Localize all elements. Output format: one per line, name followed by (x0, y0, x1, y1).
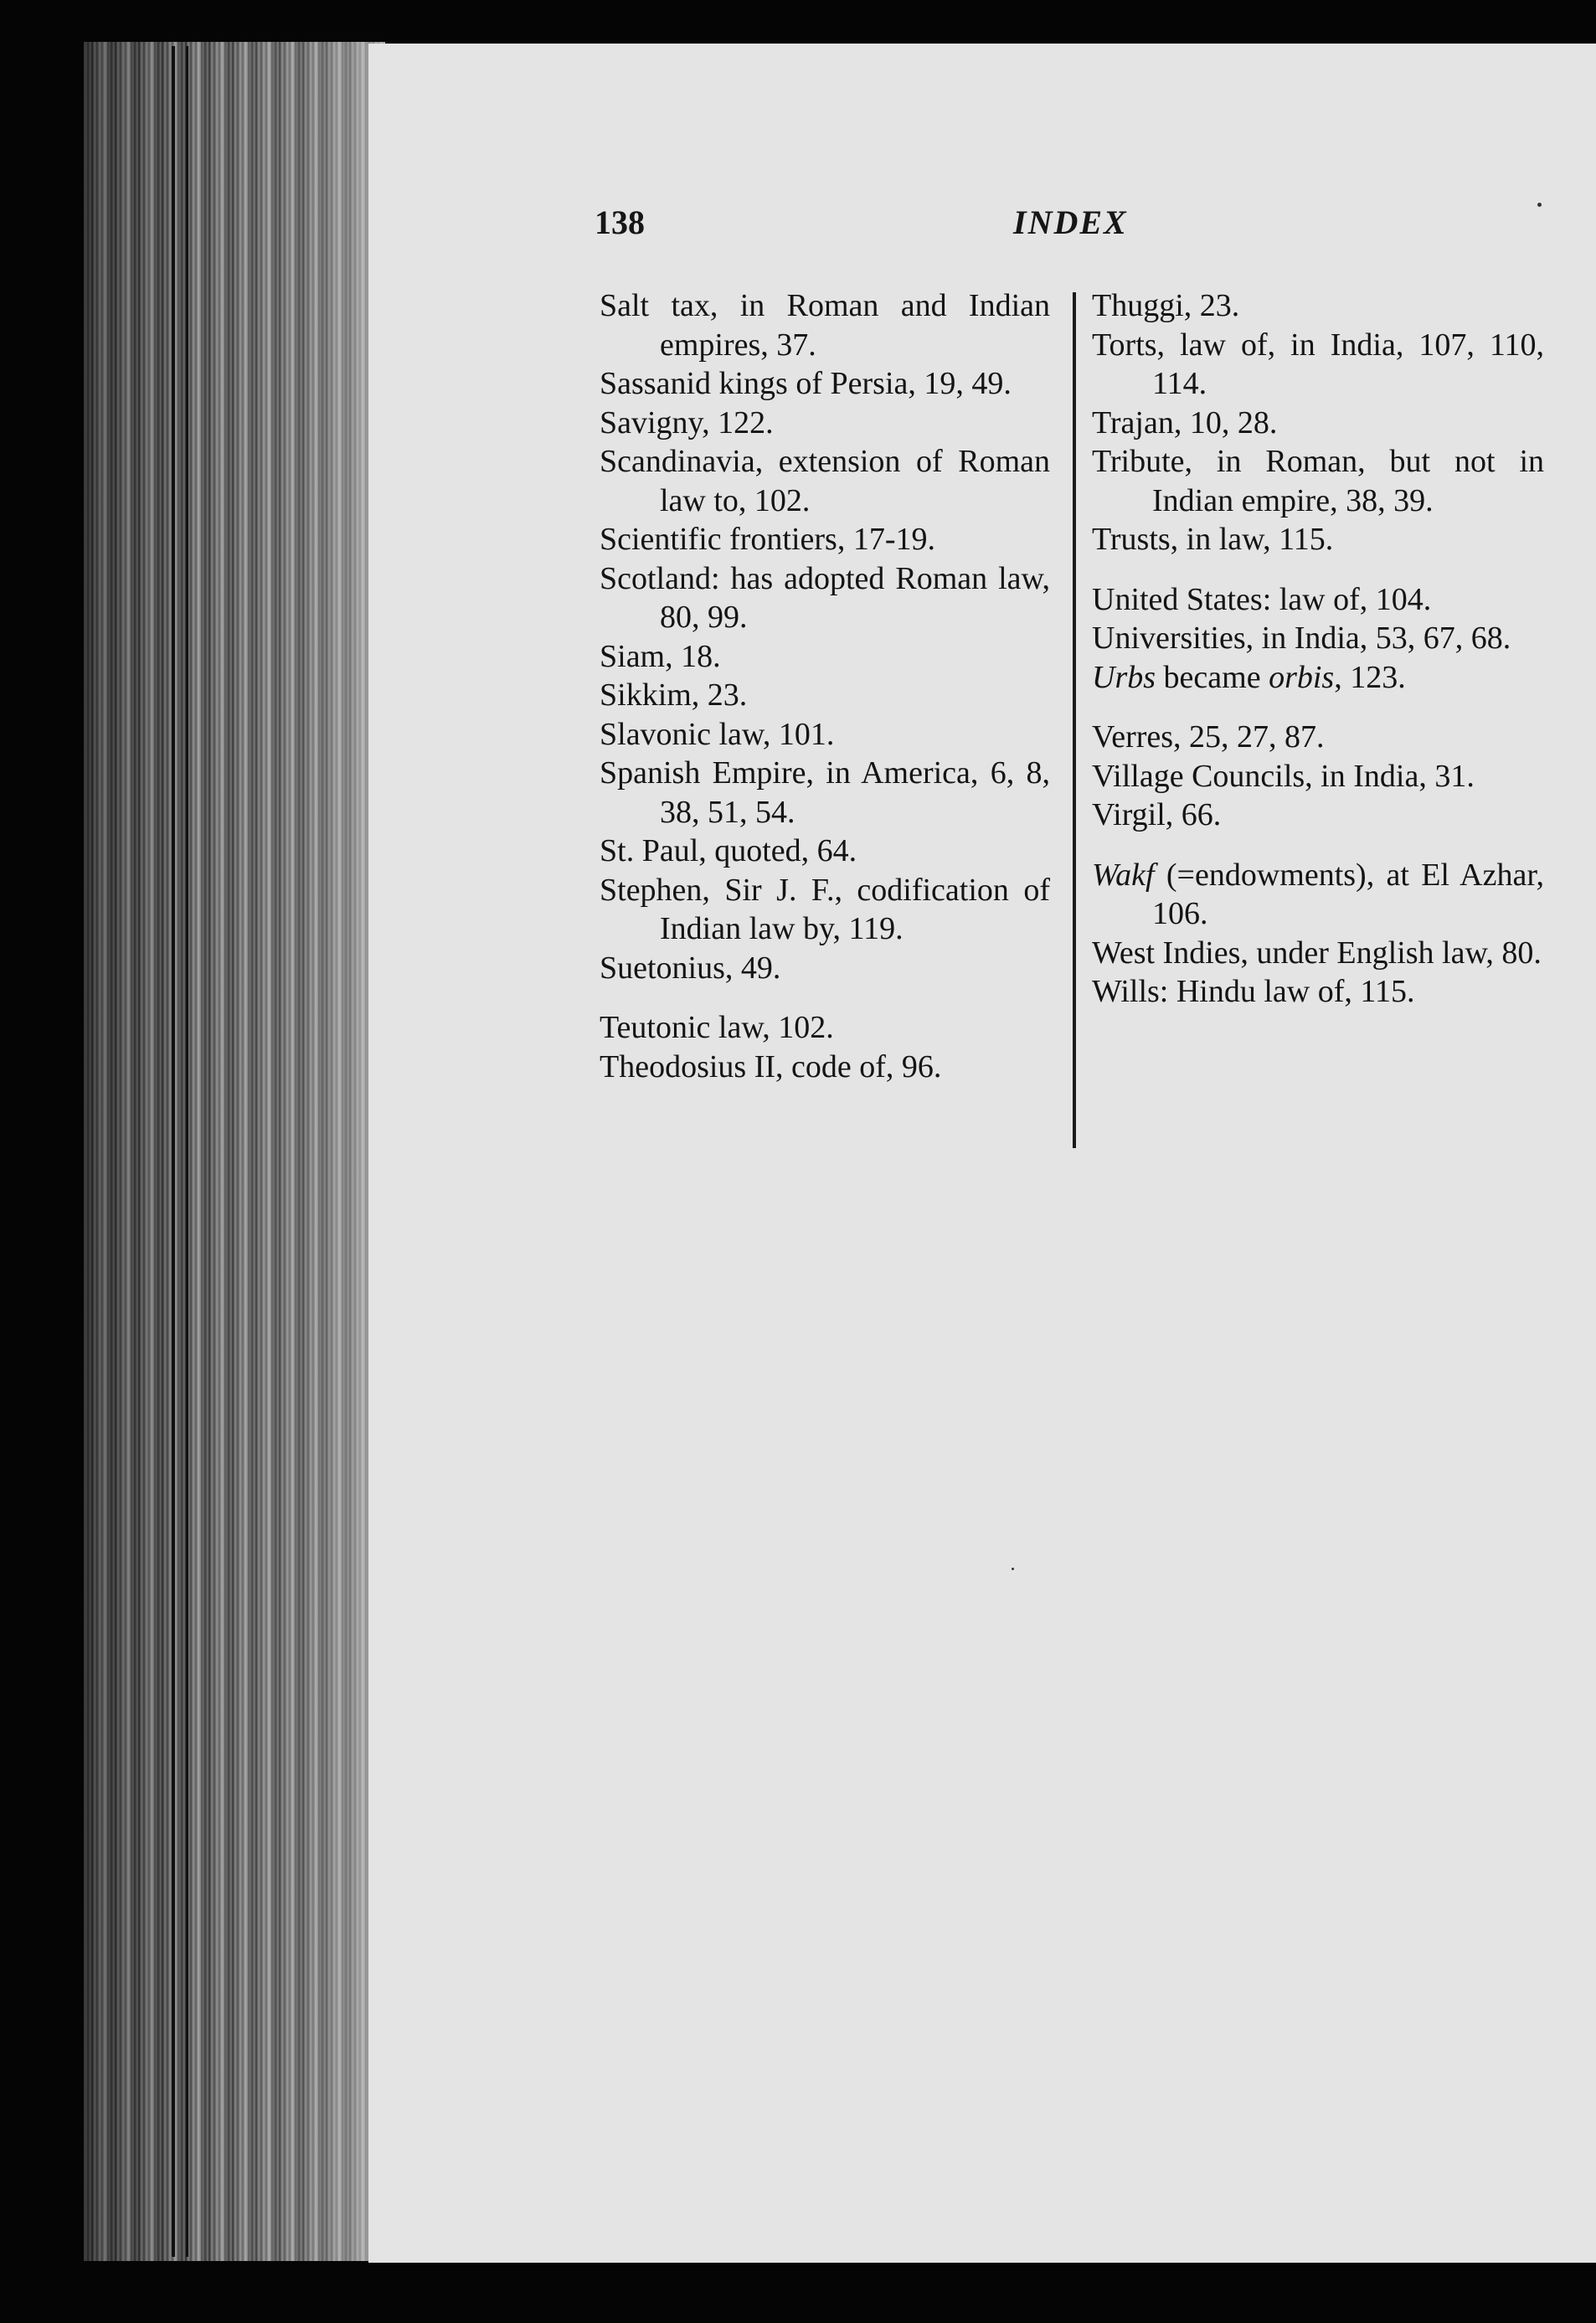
index-entry: Scotland: has adopted Roman law, 80, 99. (600, 560, 1050, 635)
index-entry: Village Councils, in India, 31. (1092, 758, 1475, 794)
index-entry: Verres, 25, 27, 87. (1092, 719, 1325, 755)
italic-term: Urbs (1092, 659, 1156, 695)
index-entry: Teutonic law, 102. (600, 1010, 834, 1045)
page-number: 138 (595, 203, 645, 241)
entry-text: , 123. (1334, 659, 1406, 695)
index-entry: United States: law of, 104. (1092, 581, 1432, 617)
italic-term: orbis (1269, 659, 1335, 695)
index-entry: Torts, law of, in India, 107, 110, 114. (1092, 327, 1544, 401)
entry-text: became (1156, 659, 1269, 695)
index-entry: Savigny, 122. (600, 404, 774, 440)
running-title: INDEX (1013, 203, 1128, 241)
print-speck (1537, 203, 1542, 207)
index-entry: Siam, 18. (600, 638, 721, 674)
index-column-right (1092, 286, 1544, 1012)
book-page-edges (84, 42, 385, 2261)
index-entry: Salt tax, in Roman and Indian empires, 37. (600, 288, 1050, 363)
index-entry: Thuggi, 23. (1092, 288, 1240, 323)
index-column-left (600, 286, 1050, 1086)
italic-term: Wakf (1092, 857, 1155, 893)
index-entry: Scientific frontiers, 17-19. (600, 522, 936, 557)
index-entry: Suetonius, 49. (600, 950, 781, 986)
index-entry (1092, 856, 1544, 934)
index-entry: Virgil, 66. (1092, 797, 1222, 832)
page-header (595, 203, 1490, 253)
index-entry: Universities, in India, 53, 67, 68. (1092, 621, 1511, 656)
index-entry: Tribute, in Roman, but not in Indian empire, 38, 39. (1092, 444, 1544, 518)
column-divider (1073, 292, 1076, 1148)
index-entry (1092, 658, 1544, 698)
print-speck (1012, 1568, 1014, 1570)
index-entry: St. Paul, quoted, 64. (600, 833, 857, 868)
index-entry: Trajan, 10, 28. (1092, 404, 1278, 440)
index-entry: Spanish Empire, in America, 6, 8, 38, 51, 54. (600, 755, 1050, 830)
index-entry: Trusts, in law, 115. (1092, 522, 1334, 557)
book-page (368, 44, 1596, 2263)
edge-shadow-line (172, 46, 175, 2257)
index-entry: Theodosius II, code of, 96. (600, 1048, 942, 1084)
index-entry: Wills: Hindu law of, 115. (1092, 974, 1415, 1009)
edge-shadow-line (186, 46, 188, 2257)
index-entry: Stephen, Sir J. F., codification of Indian law by, 119. (600, 872, 1050, 946)
index-entry: Sikkim, 23. (600, 677, 748, 713)
index-entry: West Indies, under English law, 80. (1092, 935, 1542, 971)
index-entry: Scandinavia, extension of Roman law to, 102. (600, 444, 1050, 518)
index-entry: Slavonic law, 101. (600, 716, 835, 752)
index-entry: Sassanid kings of Persia, 19, 49. (600, 366, 1012, 401)
entry-text: (=endowments), at El Azhar, 106. (1152, 857, 1544, 931)
